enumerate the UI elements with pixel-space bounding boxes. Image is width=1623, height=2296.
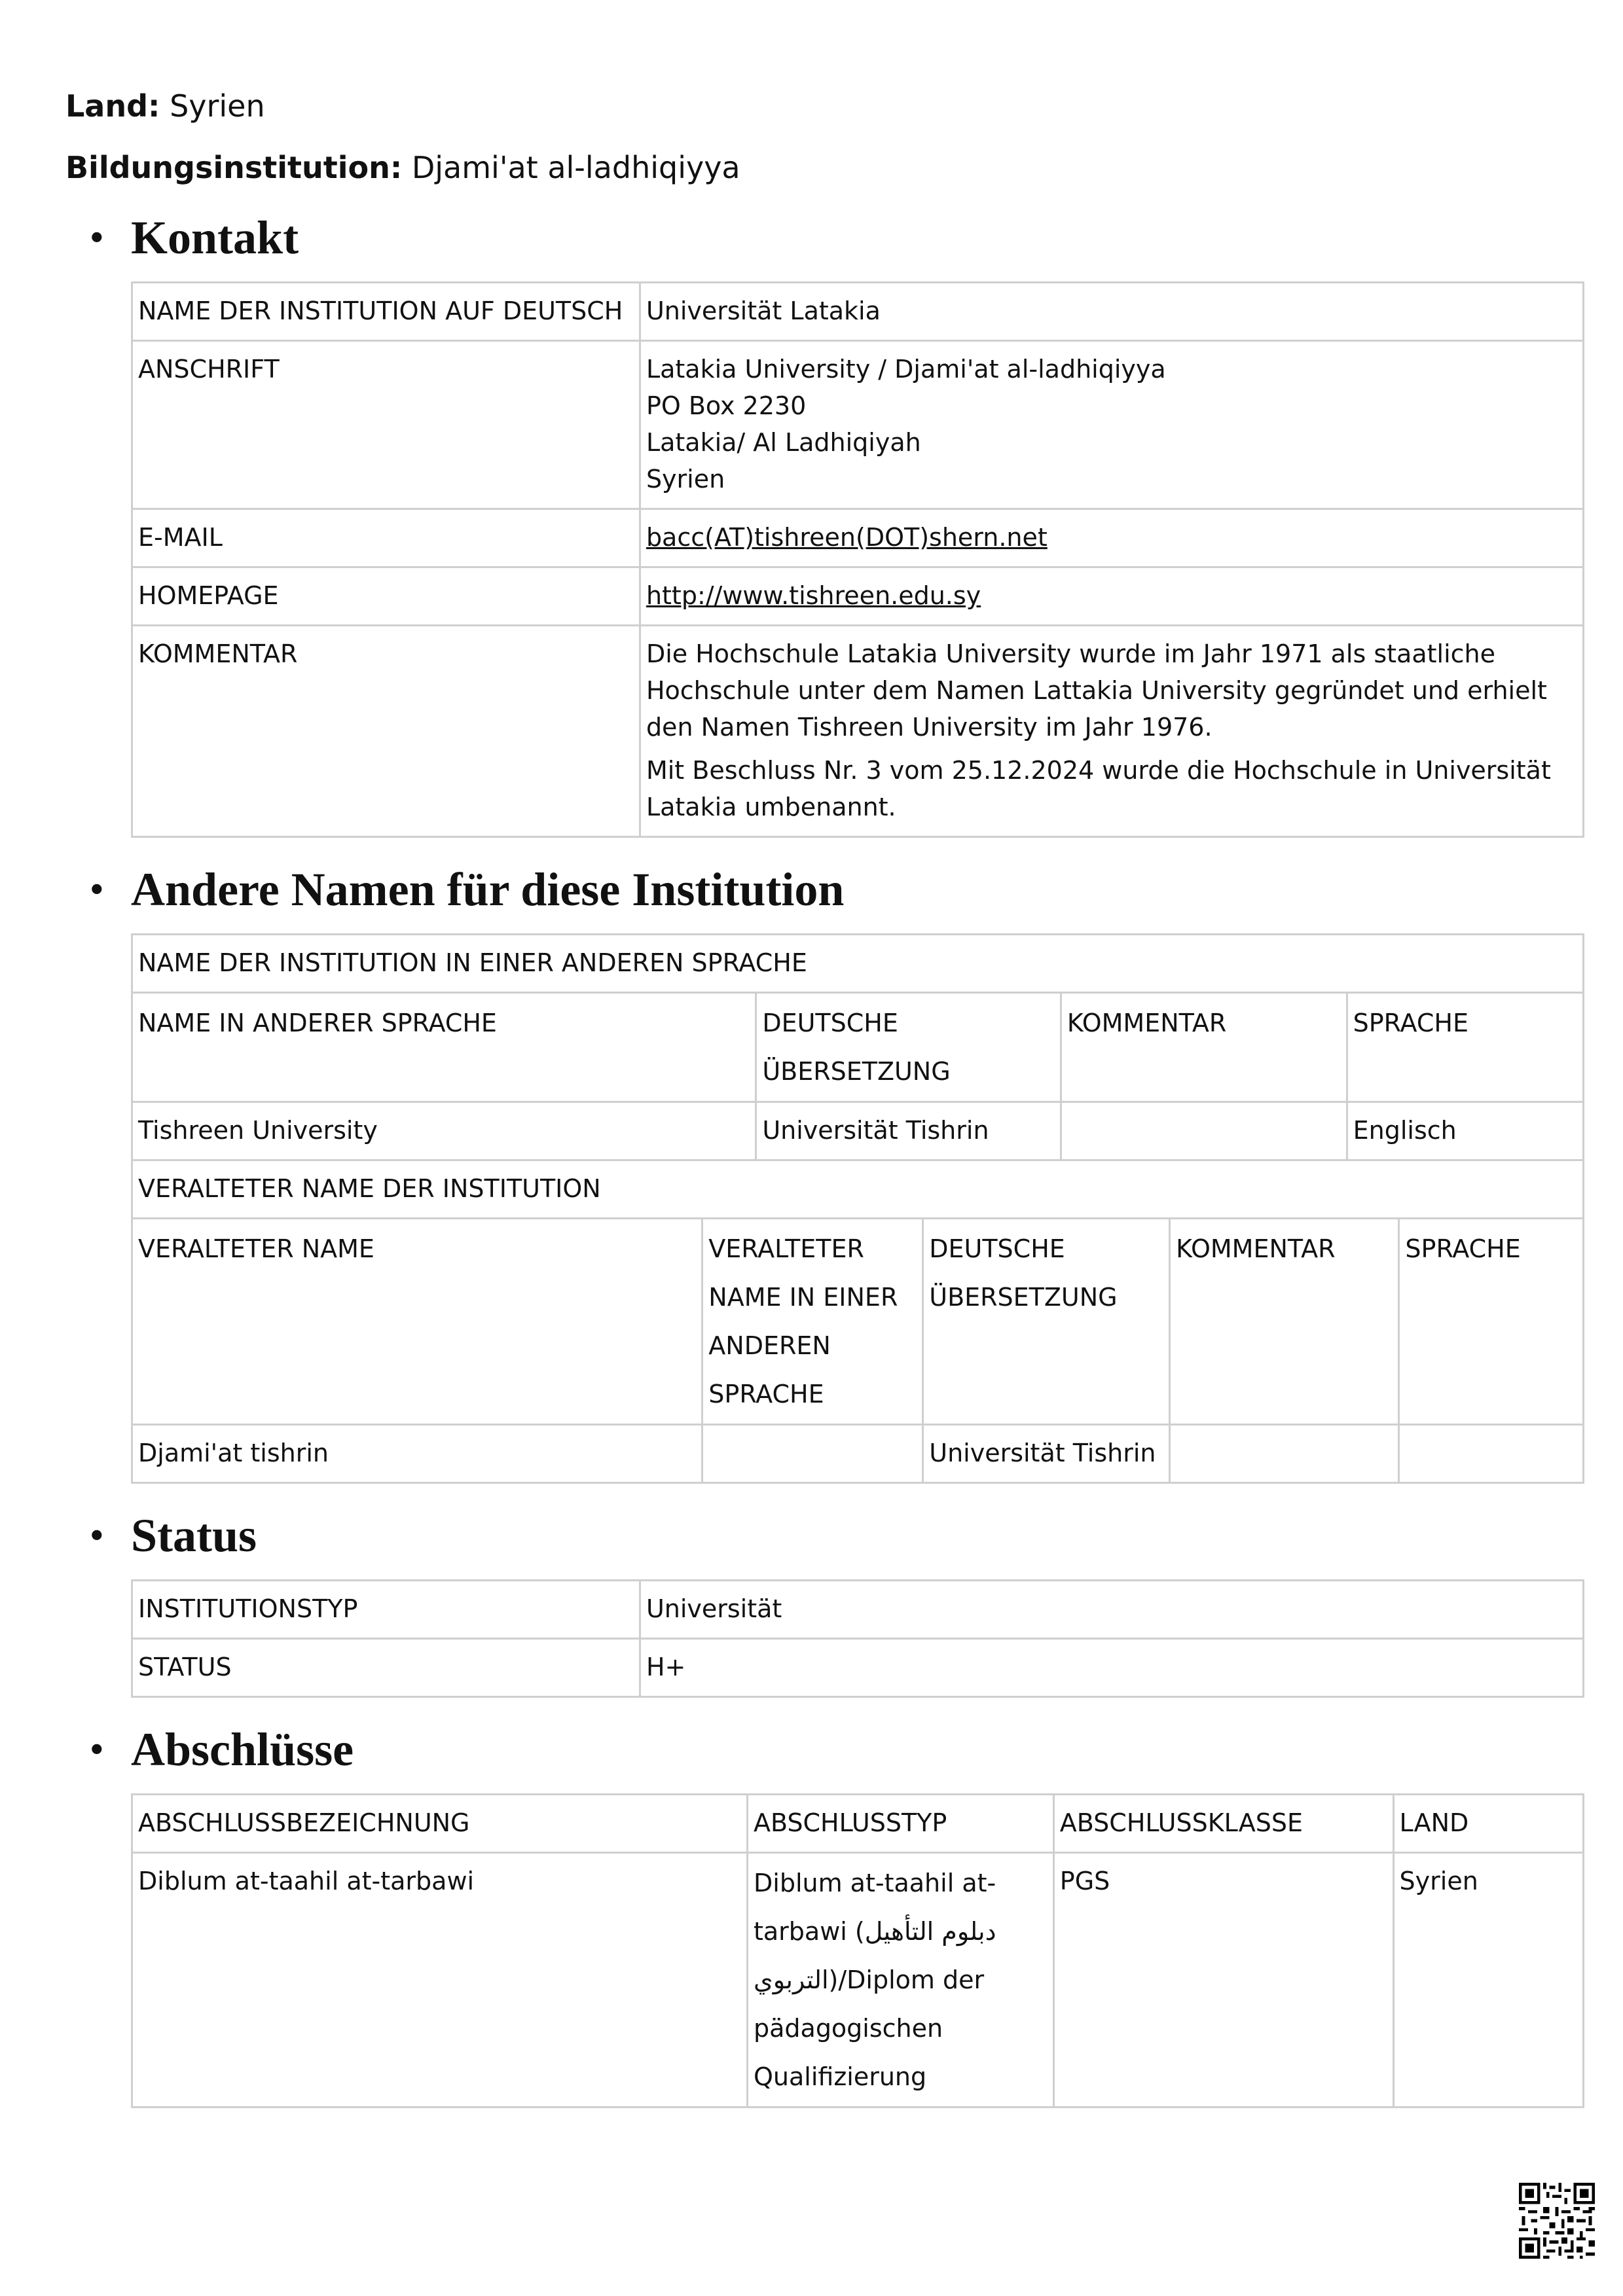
table-cell: Diblum at-taahil at-tarbawi xyxy=(132,1853,748,2108)
homepage-cell xyxy=(640,567,1583,626)
other-lang-table xyxy=(131,933,1584,1161)
column-header: LAND xyxy=(1393,1795,1583,1853)
section-kontakt xyxy=(131,208,1584,838)
table-cell: PGS xyxy=(1053,1853,1393,2108)
section-title-kontakt: • Kontakt xyxy=(131,208,1584,267)
table-cell: Englisch xyxy=(1347,1102,1583,1160)
kontakt-table xyxy=(131,281,1584,838)
section-status xyxy=(131,1506,1584,1698)
column-header: VERALTETER NAME xyxy=(132,1219,702,1425)
table-row xyxy=(132,283,1584,341)
table-row xyxy=(132,1639,1584,1697)
table-row xyxy=(132,626,1584,837)
table-header-row xyxy=(132,1795,1584,1853)
column-header: DEUTSCHE ÜBERSETZUNG xyxy=(756,993,1061,1102)
homepage-label: HOMEPAGE xyxy=(132,567,640,626)
country-label: Land: xyxy=(65,88,160,124)
country-value: Syrien xyxy=(170,88,265,124)
table-row xyxy=(132,935,1584,993)
table-row xyxy=(132,1102,1584,1160)
table-cell: Diblum at-taahil at-tarbawi (دبلوم التأهيل التربوي)/Diplom der pädagogischen Qualifizierung xyxy=(748,1853,1054,2108)
table-row xyxy=(132,567,1584,626)
column-header: ABSCHLUSSKLASSE xyxy=(1053,1795,1393,1853)
email-link[interactable]: bacc(AT)tishreen(DOT)shern.net xyxy=(646,523,1048,552)
table-cell xyxy=(1061,1102,1347,1160)
table-row xyxy=(132,1581,1584,1639)
address-line: Syrien xyxy=(646,465,725,493)
comment-paragraph: Mit Beschluss Nr. 3 vom 25.12.2024 wurde die Hochschule in Universität Latakia umbenannt. xyxy=(646,756,1551,821)
column-header: DEUTSCHE ÜBERSETZUNG xyxy=(923,1219,1170,1425)
comment-paragraph: Die Hochschule Latakia University wurde im Jahr 1971 als staatliche Hochschule unter dem Namen Lattakia University gegründet und erhielt den Namen Tishreen University im Jahr 1976. xyxy=(646,639,1547,742)
old-name-header: VERALTETER NAME DER INSTITUTION xyxy=(132,1160,1584,1219)
table-row xyxy=(132,1853,1584,2108)
table-cell: Universität Tishrin xyxy=(923,1425,1170,1483)
column-header: NAME IN ANDERER SPRACHE xyxy=(132,993,756,1102)
column-header: ABSCHLUSSTYP xyxy=(748,1795,1054,1853)
column-header: SPRACHE xyxy=(1347,993,1583,1102)
comment-value xyxy=(640,626,1583,837)
address-line: PO Box 2230 xyxy=(646,391,807,420)
status-label: STATUS xyxy=(132,1639,640,1697)
column-header: KOMMENTAR xyxy=(1170,1219,1399,1425)
email-label: E-MAIL xyxy=(132,509,640,567)
table-cell: Tishreen University xyxy=(132,1102,756,1160)
name-de-value: Universität Latakia xyxy=(640,283,1583,341)
table-row xyxy=(132,341,1584,509)
institution-value: Djami'at al-ladhiqiyya xyxy=(411,150,740,185)
column-header: ABSCHLUSSBEZEICHNUNG xyxy=(132,1795,748,1853)
address-line: Latakia University / Djami'at al-ladhiqiyya xyxy=(646,355,1166,384)
comment-label: KOMMENTAR xyxy=(132,626,640,837)
table-cell xyxy=(1170,1425,1399,1483)
table-row xyxy=(132,1425,1584,1483)
table-row xyxy=(132,509,1584,567)
status-table xyxy=(131,1579,1584,1698)
institution-type-value: Universität xyxy=(640,1581,1583,1639)
institution-type-label: INSTITUTIONSTYP xyxy=(132,1581,640,1639)
column-header: KOMMENTAR xyxy=(1061,993,1347,1102)
qr-code-icon xyxy=(1519,2183,1595,2259)
table-cell: Syrien xyxy=(1393,1853,1583,2108)
section-title-status: • Status xyxy=(131,1506,1584,1565)
old-name-table xyxy=(131,1159,1584,1484)
column-header: SPRACHE xyxy=(1399,1219,1584,1425)
degrees-table xyxy=(131,1793,1584,2108)
section-other-names xyxy=(131,860,1584,1484)
table-cell xyxy=(1399,1425,1584,1483)
email-cell xyxy=(640,509,1583,567)
page xyxy=(65,85,1584,2108)
column-header: VERALTETER NAME IN EINER ANDEREN SPRACHE xyxy=(702,1219,923,1425)
address-line: Latakia/ Al Ladhiqiyah xyxy=(646,428,921,457)
institution-label: Bildungsinstitution: xyxy=(65,150,403,185)
address-value xyxy=(640,341,1583,509)
name-de-label: NAME DER INSTITUTION AUF DEUTSCH xyxy=(132,283,640,341)
table-header-row xyxy=(132,1219,1584,1425)
table-cell xyxy=(702,1425,923,1483)
status-value: H+ xyxy=(640,1639,1583,1697)
table-cell: Djami'at tishrin xyxy=(132,1425,702,1483)
table-row xyxy=(132,1160,1584,1219)
table-header-row xyxy=(132,993,1584,1102)
homepage-link[interactable]: http://www.tishreen.edu.sy xyxy=(646,581,981,610)
table-cell: Universität Tishrin xyxy=(756,1102,1061,1160)
institution-line xyxy=(65,147,1584,188)
section-title-other-names: • Andere Namen für diese Institution xyxy=(131,860,1584,919)
section-degrees xyxy=(131,1720,1584,2108)
section-title-degrees: • Abschlüsse xyxy=(131,1720,1584,1779)
other-lang-header: NAME DER INSTITUTION IN EINER ANDEREN SPRACHE xyxy=(132,935,1584,993)
country-line xyxy=(65,85,1584,127)
address-label: ANSCHRIFT xyxy=(132,341,640,509)
